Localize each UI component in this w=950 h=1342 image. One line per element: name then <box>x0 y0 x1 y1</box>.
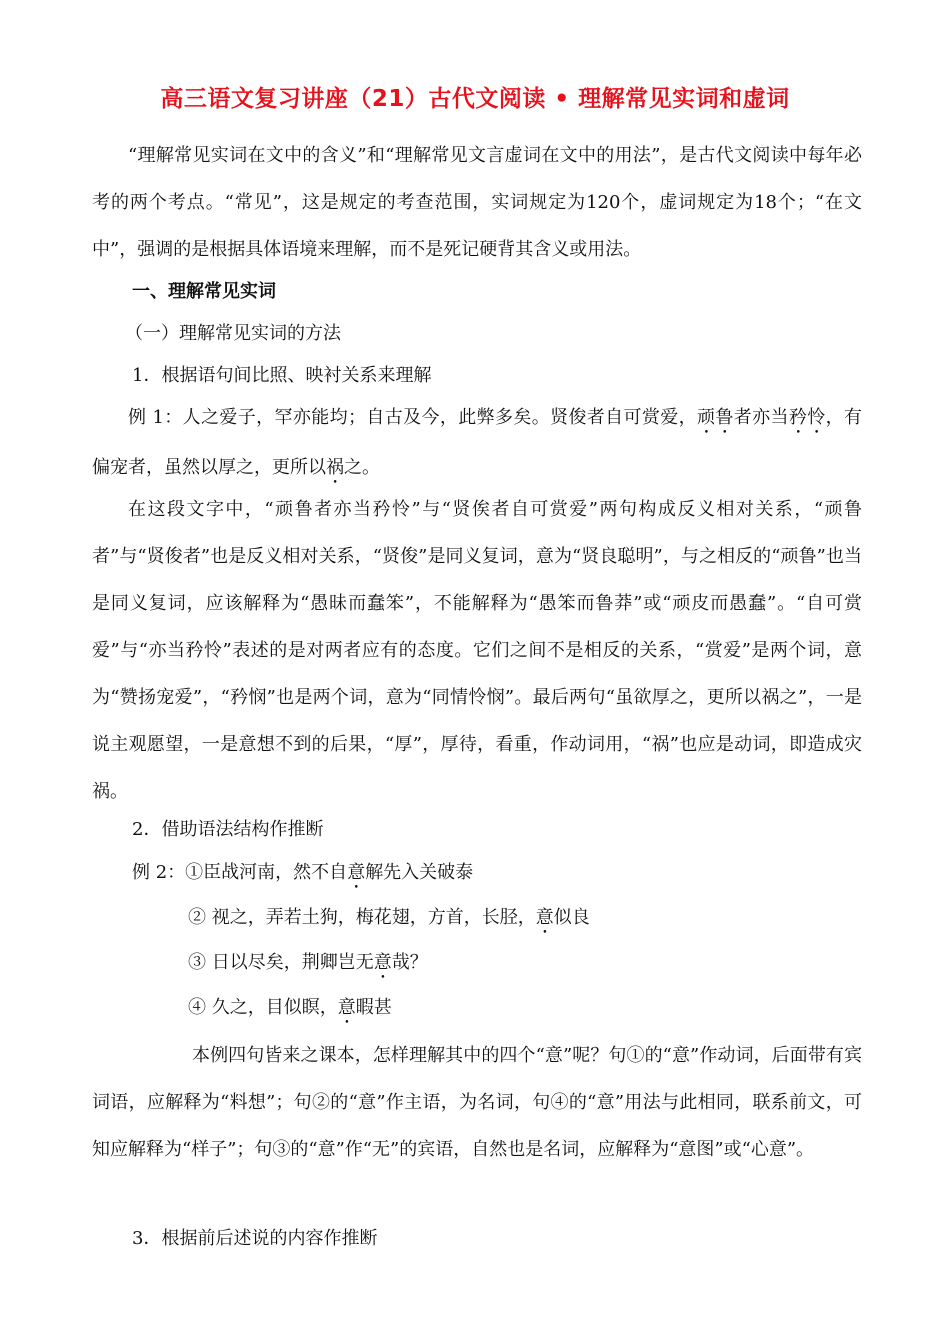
analysis-1-paragraph: 在这段文字中，“顽鲁者亦当矜怜”与“贤俟者自可赏爱”两句构成反义相对关系，“顽鲁者”与“贤俊者”也是反义相对关系，“贤俊”是同义复词，意为“贤良聪明”，与之相反的“顽鲁”也当是同义复词，应该解释为“愚昧而蠢笨”，不能解释为“愚笨而鲁莽”或“顽皮而愚蠢”。“自可赏爱”与“亦当矜怜”表述的是对两者应有的态度。它们之间不是相反的关系，“赏爱”是两个词，意为“赞扬宠爱”，“矜悯”也是两个词，意为“同情怜悯”。最后两句“虽欲厚之，更所以祸之”，一是说主观愿望，一是意想不到的后果，“厚”，厚待，看重，作动词用，“祸”也应是动词，即造成灾祸。 <box>92 499 862 802</box>
example-2-line-1 <box>132 861 473 893</box>
example-1 <box>92 393 862 493</box>
example-text: 例 2：①臣战河南，然不自 <box>132 862 348 883</box>
example-text: 暇甚 <box>355 997 392 1018</box>
intro-paragraph: “理解常见实词在文中的含义”和“理解常见文言虚词在文中的用法”，是古代文阅读中每年必考的两个考点。“常见”，这是规定的考查范围，实词规定为120个，虚词规定为18个；“在文中”，强调的是根据具体语境来理解，而不是死记硬背其含义或用法。 <box>92 145 862 260</box>
example-text: 解先入关破泰 <box>365 862 474 883</box>
document-title: 高三语文复习讲座（21）古代文阅读 • 理解常见实词和虚词 <box>160 86 790 112</box>
method-2-heading: 2．借助语法结构作推断 <box>132 819 324 840</box>
example-2-line-4 <box>188 996 392 1028</box>
example-text: ④ 久之，目似瞑， <box>188 997 338 1018</box>
example-text: ③ 日以尽矣，荆卿岂无 <box>188 952 374 973</box>
subsection-heading: （一）理解常见实词的方法 <box>125 323 341 344</box>
example-text: ② 视之，弄若土狗，梅花翅，方首，长胫， <box>188 907 536 928</box>
emphasis-word: 顽鲁 <box>697 407 734 428</box>
emphasis-word: 意 <box>337 997 356 1018</box>
section-heading: 一、理解常见实词 <box>132 281 276 302</box>
analysis-2-paragraph: 本例四句皆来之课本，怎样理解其中的四个“意”呢？句①的“意”作动词，后面带有宾词语，应解释为“料想”；句②的“意”作主语，为名词，句④的“意”用法与此相同，联系前文，可知应解释为“样子”；句③的“意”作“无”的宾语，自然也是名词，应解释为“意图”或“心意”。 <box>92 1045 862 1160</box>
emphasis-word: 祸 <box>326 457 344 478</box>
emphasis-word: 矜怜 <box>788 407 826 428</box>
emphasis-word: 意 <box>535 907 554 928</box>
example-1-text: ，有偏宠者，虽然以厚之，更所以 <box>92 407 863 478</box>
example-2-line-3 <box>188 951 428 983</box>
example-text: 哉？ <box>391 952 428 973</box>
example-1-text: 例 1：人之爱子，罕亦能均；自古及今，此弊多矣。贤俊者自可赏爱， <box>128 407 698 428</box>
emphasis-word: 意 <box>373 952 392 973</box>
method-3-heading: 3．根据前后述说的内容作推断 <box>132 1228 378 1249</box>
example-1-text: 之。 <box>344 457 380 478</box>
example-1-text: 者亦当 <box>733 407 789 428</box>
method-1-heading: 1．根据语句间比照、映衬关系来理解 <box>132 365 432 386</box>
emphasis-word: 意 <box>347 862 366 883</box>
example-text: 似良 <box>553 907 590 928</box>
example-2-line-2 <box>188 906 590 938</box>
